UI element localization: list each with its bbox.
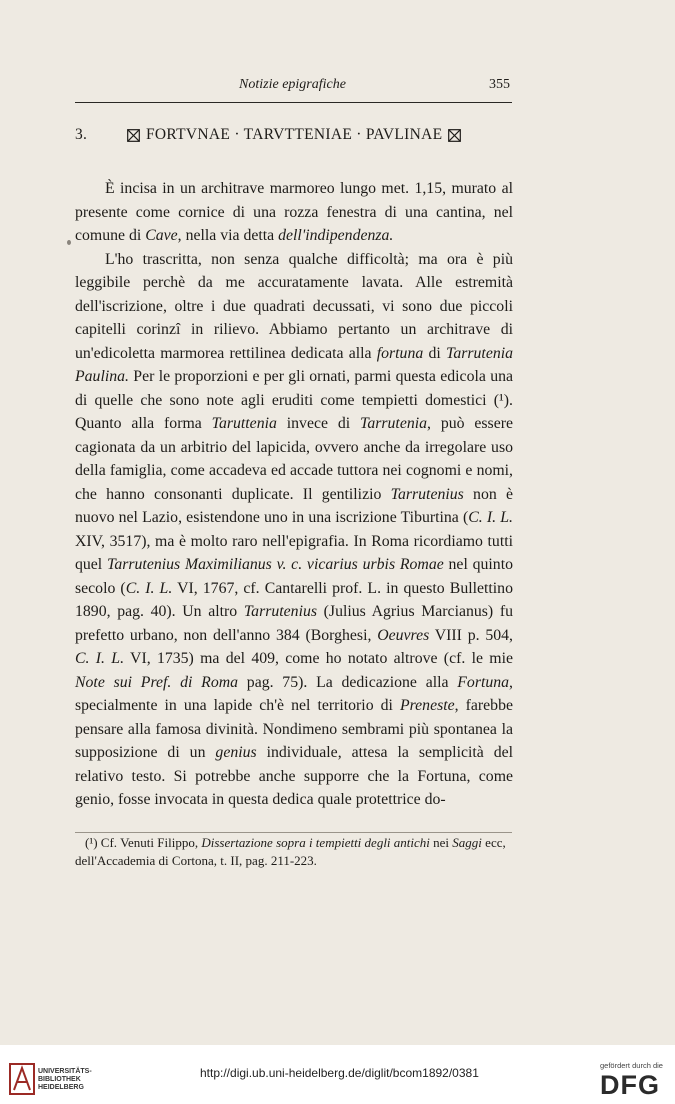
text-run: , specialmente in una lapide ch'è nel territorio di bbox=[75, 673, 513, 714]
italic-run: Dissertazione sopra i tempietti degli antichi bbox=[201, 835, 430, 850]
italic-run: Tarrutenia bbox=[360, 415, 428, 432]
italic-run: Tarrutenius bbox=[390, 485, 464, 503]
decussated-square-icon bbox=[127, 129, 140, 142]
text-run: , può essere cagionata da un arbitrio del lapicida, ovvero anche da irregolare uso della famiglia, come accadeva ed accade tuttora nei cognomi e nomi, che hanno consonanti duplicate. Il gentilizio bbox=[75, 415, 513, 503]
header-rule bbox=[75, 102, 512, 103]
running-head bbox=[75, 77, 510, 95]
inscription-number: 3. bbox=[75, 126, 88, 143]
text-run: VI, 1767, cf. Cantarelli prof. L. in questo Bullettino 1890, pag. 40). Un altro bbox=[75, 579, 513, 620]
library-name: UNIVERSITÄTS- BIBLIOTHEK HEIDELBERG bbox=[38, 1068, 92, 1091]
inscription-heading bbox=[75, 126, 515, 148]
italic-run: Note sui Pref. di Roma bbox=[75, 673, 239, 691]
inscription-text: FORTVNAE · TARVTTENIAE · PAVLINAE bbox=[146, 126, 443, 143]
text-run: , farebbe pensare alla famosa divinità. Nondimeno sembrami più spontanea la supposizione di un bbox=[75, 697, 513, 761]
text-run: (¹) Cf. Venuti Filippo, bbox=[85, 835, 202, 850]
body-text bbox=[75, 177, 513, 812]
paragraph bbox=[75, 248, 513, 812]
running-head-title: Notizie epigrafiche bbox=[239, 77, 346, 92]
text-run: VIII p. 504, bbox=[429, 626, 513, 644]
footnote-text bbox=[75, 834, 515, 870]
italic-run: C. I. L. bbox=[125, 579, 173, 597]
italic-run: Oeuvres bbox=[377, 626, 430, 644]
decussated-square-icon bbox=[448, 129, 461, 142]
italic-run: Tarrutenius bbox=[243, 603, 318, 620]
italic-run: C. I. L. bbox=[468, 509, 513, 526]
text-run: nel quinto secolo ( bbox=[75, 556, 513, 597]
italic-run: dell'indipendenza. bbox=[278, 227, 394, 244]
italic-run: Taruttenia bbox=[211, 415, 277, 432]
italic-run: Fortuna bbox=[457, 673, 510, 691]
footnote bbox=[75, 834, 515, 870]
text-run: XIV, 3517), ma è molto raro nell'epigrafia. In Roma ricordiamo tutti quel bbox=[75, 532, 513, 573]
dfg-logo: DFG bbox=[600, 1070, 660, 1100]
text-run: individuale, attesa la semplicità del relativo testo. Si potrebbe anche supporre che la Fortuna, come genio, fosse invocata in questa dedica quale protettrice do- bbox=[75, 744, 513, 808]
footnote-rule bbox=[75, 832, 512, 833]
italic-run: C. I. L. bbox=[75, 650, 125, 667]
text-run: ecc, dell'Accademia di Cortona, t. II, pag. 211-223. bbox=[75, 835, 506, 868]
text-run: L'ho trascritta, non senza qualche difficoltà; ma ora è più leggibile perchè da me accuratamente lavata. Alle estremità dell'iscrizione, oltre i due quadrati decussati, vi sono due piccoli capitelli corinzî in rilievo. Abbiamo pertanto un architrave di un'edicoletta marmorea rettilinea dedicata alla bbox=[75, 250, 513, 362]
text-run: invece di bbox=[276, 415, 360, 432]
italic-run: Preneste bbox=[399, 697, 455, 714]
text-run: pag. 75). La dedicazione alla bbox=[238, 673, 458, 691]
italic-run: genius bbox=[215, 744, 257, 761]
text-run: Per le proporzioni e per gli ornati, parmi questa edicola una di quelle che sono note agli eruditi come tempietti domestici (¹). Quanto alla forma bbox=[75, 368, 513, 432]
inscription-line bbox=[127, 126, 461, 144]
text-run: di bbox=[423, 344, 446, 362]
text-run: non è nuovo nel Lazio, esistendone uno in una iscrizione Tiburtina ( bbox=[75, 485, 513, 526]
funded-by-label: gefördert durch die bbox=[600, 1061, 663, 1070]
italic-run: fortuna bbox=[376, 344, 424, 362]
text-run: , nella via detta bbox=[177, 227, 279, 244]
italic-run: Saggi bbox=[452, 835, 482, 850]
paragraph bbox=[75, 177, 513, 248]
text-run: VI, 1735) ma del 409, come ho notato altrove (cf. le mie bbox=[124, 650, 513, 667]
text-run: È incisa in un architrave marmoreo lungo met. 1,15, murato al presente come cornice di una rozza fenestra di una cantina, nel comune di bbox=[75, 180, 513, 244]
page-number: 355 bbox=[489, 77, 510, 92]
text-run: (Julius Agrius Marcianus) fu prefetto urbano, non dell'anno 384 (Borghesi, bbox=[75, 603, 513, 644]
italic-run: Tarrutenia Paulina. bbox=[75, 344, 514, 385]
paper-speck bbox=[67, 240, 71, 245]
italic-run: Cave bbox=[145, 227, 178, 244]
permalink-url[interactable]: http://digi.ub.uni-heidelberg.de/diglit/bcom1892/0381 bbox=[200, 1066, 479, 1080]
library-logo-icon bbox=[8, 1062, 36, 1096]
text-run: nei bbox=[429, 835, 453, 850]
italic-run: Tarrutenius Maximilianus v. c. vicarius urbis Romae bbox=[107, 556, 444, 573]
